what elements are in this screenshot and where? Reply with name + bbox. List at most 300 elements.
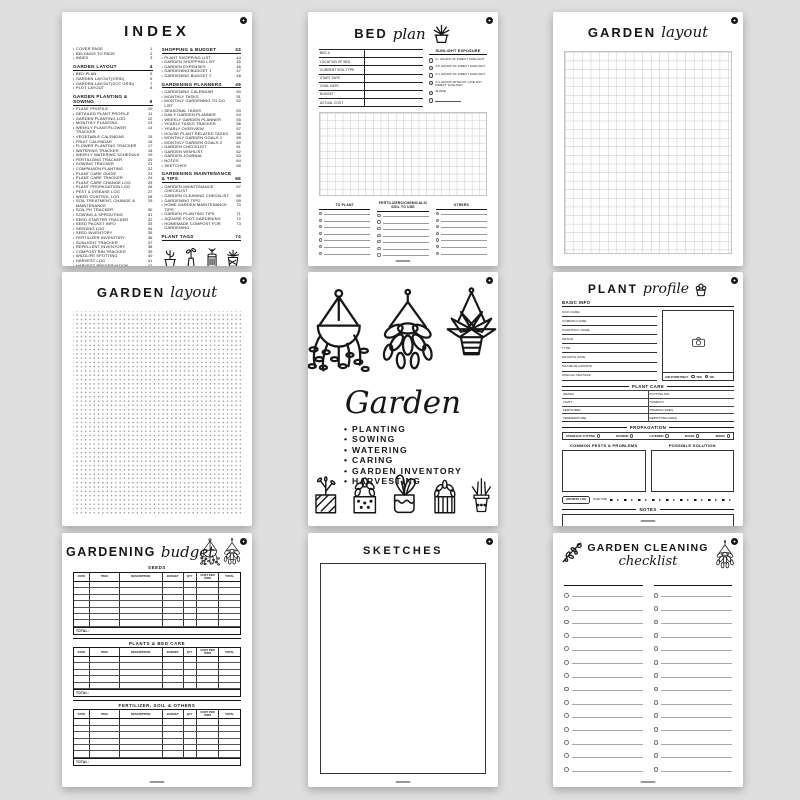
index-entry [73, 56, 153, 61]
solution-title: POSSIBLE SOLUTION [668, 443, 716, 449]
empty-cell [163, 620, 184, 625]
entry-label: ▪ WEEKLY GARDEN PLANNER [164, 116, 221, 122]
column-header: TOTAL [225, 574, 235, 579]
write-line [572, 713, 643, 718]
list-line [319, 243, 370, 250]
checklist-line [654, 682, 733, 695]
empty-cell [184, 620, 197, 625]
bullet-circle [377, 227, 380, 230]
list-title: FERTILIZERS/CHEMICALS/ SOIL TO USE [377, 202, 428, 212]
entry-label: ▪ SUNLIGHT TRACKER [75, 239, 118, 245]
write-line [572, 740, 643, 745]
entry-label: ▪ VEGETABLE CALENDAR [75, 133, 125, 139]
check-circle [654, 740, 659, 745]
entry-page: 12 [147, 115, 153, 121]
info-blank-field [365, 75, 423, 82]
checklist-column [654, 585, 733, 777]
empty-cell [163, 663, 184, 668]
bullet-circle [436, 232, 439, 235]
write-line [661, 660, 732, 665]
entry-page: 42 [147, 262, 153, 266]
cover-topic: • GARDEN INVENTORY [344, 466, 462, 476]
empty-cell [219, 582, 240, 587]
write-line [572, 673, 643, 678]
growth-timeline [610, 499, 734, 501]
empty-cell [163, 751, 184, 756]
entry-label: ▪ PLANT CARE GUIDE [75, 170, 117, 176]
sunlight-exposure [429, 49, 487, 107]
radio-circle [630, 434, 633, 437]
photo-box [662, 310, 734, 373]
check-circle [564, 767, 569, 772]
radio-circle [691, 375, 694, 378]
growth-log-row [562, 496, 734, 504]
entry-page: 59 [236, 135, 241, 141]
bed-list [436, 202, 487, 258]
info-row [319, 75, 423, 83]
empty-cell [184, 582, 197, 587]
entry-label: ▪ GARDENING CALENDAR [164, 89, 214, 95]
sunlight-option [429, 65, 487, 70]
index-left-column [73, 47, 153, 266]
entry-page: 50 [236, 89, 241, 95]
entry-page: 63 [236, 153, 241, 159]
entry-label: ▪ GARDEN SHOPPING LIST [164, 59, 216, 65]
empty-cell [197, 726, 219, 731]
budget-table [73, 647, 241, 697]
bullet-circle [319, 219, 322, 222]
radio-circle [727, 434, 730, 437]
entry-page: 73 [236, 220, 241, 226]
empty-cell [120, 683, 163, 688]
bullet-circle [377, 247, 380, 250]
entry-page: 55 [236, 116, 241, 122]
empty-cell [90, 719, 120, 724]
sunlight-option [429, 90, 487, 95]
column-header: ITEM [90, 648, 120, 656]
care-right-label: REPOTTING FREQ [649, 415, 678, 420]
hanging-plant-icon [200, 538, 220, 568]
option-label: SHADE [435, 89, 446, 94]
page-plant-profile [553, 272, 743, 526]
index-entry [162, 74, 242, 79]
empty-cell [163, 608, 184, 613]
pests-title: COMMON PESTS & PROBLEMS [569, 443, 638, 449]
info-label: BED # [319, 50, 365, 57]
total-row: TOTAL: [74, 627, 240, 634]
index-section-title: PLANT TAGS 74 [161, 233, 241, 239]
care-left-label: LIGHT [562, 399, 649, 406]
air-option [705, 375, 714, 379]
title-script: profile [642, 281, 690, 297]
title-script: checklist [618, 553, 678, 569]
info-blank-field [365, 91, 423, 98]
corner-gear-icon [240, 277, 247, 284]
entry-label: ▪ BED PLAN [75, 71, 97, 77]
care-left-label: TEMPERATURE [562, 414, 649, 421]
bed-lists [319, 202, 487, 258]
list-line [436, 243, 487, 250]
checklist-line [654, 589, 733, 602]
index-intro-list [73, 47, 153, 61]
list-line [377, 212, 428, 219]
info-row [319, 83, 423, 91]
hanging-plants-illustration [308, 281, 498, 387]
empty-cell [197, 739, 219, 744]
checklist-line [654, 602, 733, 615]
empty-cell [120, 663, 163, 668]
empty-cell [219, 601, 240, 606]
column-header: COST PER ITEM [197, 710, 219, 718]
entry-page: 5 [150, 71, 153, 77]
write-line [324, 219, 370, 222]
checklist-line [654, 655, 733, 668]
empty-cell [90, 601, 120, 606]
write-line [661, 727, 732, 732]
bed-list [319, 202, 370, 258]
hanging-plant-icon [445, 281, 498, 372]
empty-cell [197, 614, 219, 619]
empty-cell [90, 595, 120, 600]
care-right-label: PRUNING FREQ [649, 407, 674, 412]
hanging-plant-icon [222, 538, 242, 568]
bullet-circle [377, 253, 380, 256]
empty-cell [163, 601, 184, 606]
list-line [436, 237, 487, 244]
entry-label: ▪ GARDENING BUDGET 2 [164, 72, 212, 78]
check-circle [564, 753, 569, 758]
entry-label: ▪ GARDENING TIPS [164, 197, 200, 203]
entry-page: 36 [147, 234, 153, 240]
entry-page: 6 [150, 75, 153, 81]
write-line [661, 740, 732, 745]
empty-cell [120, 601, 163, 606]
write-line [572, 606, 643, 611]
growth-log-sub: DATE/ TIME [593, 498, 608, 502]
check-circle [564, 606, 569, 611]
bed-info-table [319, 49, 423, 107]
empty-cell [120, 588, 163, 593]
index-section-title: GARDEN PLANTING & SOWING 9 [73, 93, 153, 104]
entry-label: ▪ DAILY GARDEN PLANNER [164, 112, 216, 118]
list-line [319, 217, 370, 224]
budget-table [73, 572, 241, 635]
empty-cell [120, 614, 163, 619]
bullet-circle [319, 245, 322, 248]
index-entry [162, 222, 242, 231]
check-circle [654, 646, 659, 651]
footer-logo [396, 781, 411, 783]
entry-label: ▪ PEST & DISEASE LOG [75, 189, 120, 195]
empty-cell [219, 732, 240, 737]
entry-page: 38 [147, 244, 153, 250]
entry-page: 60 [236, 139, 241, 145]
empty-cell [197, 683, 219, 688]
entry-label: ▪ MONTHLY GARDENING TO-DO LIST [164, 98, 226, 108]
empty-cell [120, 751, 163, 756]
checklist-line [564, 709, 643, 722]
checklist-line [654, 642, 733, 655]
corner-gear-icon [240, 17, 247, 24]
entry-label: ▪ FLOWER PLANTING TRACKER [75, 143, 137, 149]
empty-cell [74, 683, 90, 688]
entry-label: ▪ GARDEN WISHLIST [164, 148, 203, 154]
write-line [441, 225, 487, 228]
table-header-row [74, 648, 240, 657]
total-row: TOTAL: [74, 758, 240, 765]
write-line [572, 727, 643, 732]
entry-page: 25 [147, 179, 153, 185]
write-line [572, 647, 643, 652]
empty-cell [197, 732, 219, 737]
page-bed-plan [308, 12, 498, 266]
write-line [661, 754, 732, 759]
hanging-plant-icon [377, 281, 439, 387]
bullet-circle [377, 240, 380, 243]
check-circle [564, 660, 569, 665]
empty-cell [197, 588, 219, 593]
entry-page: 15 [147, 133, 153, 139]
option-label: YES [696, 374, 702, 379]
empty-cell [219, 608, 240, 613]
write-line [324, 212, 370, 215]
info-label: BUDGET [319, 91, 365, 98]
check-circle [654, 633, 659, 638]
entry-page: 37 [147, 239, 153, 245]
page-cover [308, 272, 498, 526]
entry-label: ▪ PLOT LAYOUT [75, 85, 105, 91]
entry-label: ▪ COVER PAGE [75, 46, 103, 51]
entry-label: ▪ PLANT PROFILE [75, 106, 109, 112]
entry-page: 1 [150, 46, 153, 51]
sunlight-option [429, 73, 487, 78]
care-right-label: HUMIDITY [649, 400, 665, 405]
cactus-tag-icon [162, 244, 178, 266]
checklist-line [564, 749, 643, 762]
checklist-line [654, 669, 733, 682]
info-blank-field [365, 50, 423, 57]
list-line [319, 237, 370, 244]
write-line [661, 767, 732, 772]
entry-page: 57 [236, 125, 241, 131]
entry-page: 30 [147, 207, 153, 213]
entry-label: ▪ PLANT CARE CHANGE LOG [75, 179, 131, 185]
profile-field: MAXIMUM GROWTH [562, 363, 657, 372]
check-circle [654, 673, 659, 678]
profile-field: GROWTH RATE [562, 353, 657, 362]
page-title: INDEX [124, 23, 190, 40]
empty-cell [120, 670, 163, 675]
radio-circle [705, 375, 708, 378]
empty-cell [197, 595, 219, 600]
title-main: GARDENING [66, 545, 156, 559]
empty-cell [163, 595, 184, 600]
empty-cell [197, 751, 219, 756]
checklist-columns [564, 585, 732, 777]
radio-circle [597, 434, 600, 437]
empty-cell [163, 670, 184, 675]
check-circle [564, 593, 569, 598]
checklist-line [564, 722, 643, 735]
option-label: STEM/LEAF CUTTING [566, 434, 596, 439]
entry-page: 34 [147, 225, 153, 231]
empty-cell [74, 620, 90, 625]
check-circle [564, 727, 569, 732]
empty-cell [197, 608, 219, 613]
entry-label: ▪ HOUSE PLANT RELATED TASKS [164, 130, 229, 136]
bullet-circle [436, 212, 439, 215]
list-title: OTHERS [436, 202, 487, 210]
table-header-row [74, 710, 240, 719]
plant-care-title: PLANT CARE [562, 384, 734, 389]
entry-page: 24 [147, 175, 153, 181]
empty-cell [163, 676, 184, 681]
corner-gear-icon [486, 17, 493, 24]
entry-page: 64 [236, 158, 241, 164]
title-main: BED [354, 26, 388, 41]
list-line [319, 224, 370, 231]
empty-cell [184, 676, 197, 681]
bullet-circle [319, 252, 322, 255]
list-line [436, 250, 487, 257]
entry-label: ▪ FRUIT CALENDAR [75, 138, 112, 144]
empty-cell [120, 745, 163, 750]
empty-cell [90, 588, 120, 593]
entry-page: 62 [236, 148, 241, 154]
empty-cell [197, 663, 219, 668]
entry-page: 3 [150, 55, 153, 61]
entry-page: 61 [236, 144, 241, 150]
check-circle [654, 713, 659, 718]
entry-label: ▪ SKETCHES [164, 162, 187, 168]
write-line [383, 240, 429, 243]
empty-cell [219, 670, 240, 675]
profile-field: ORIGIN [562, 335, 657, 344]
title-main: GARDEN CLEANING [587, 542, 709, 554]
index-entry [162, 164, 242, 169]
column-header: DESCRIPTION [120, 710, 163, 718]
empty-cell [163, 582, 184, 587]
footer-logo [396, 260, 411, 262]
empty-cell [74, 726, 90, 731]
layout-dot-grid-area [73, 311, 241, 514]
write-line [572, 633, 643, 638]
write-line [572, 593, 643, 598]
potted-plant-icon [308, 471, 344, 523]
bed-grid-area [319, 112, 487, 196]
title-script: budget [160, 543, 215, 561]
write-line [661, 606, 732, 611]
entry-page: 51 [236, 93, 241, 99]
empty-cell [120, 657, 163, 662]
potted-plants-illustration [308, 467, 498, 523]
propagation-option [685, 434, 700, 438]
entry-label: ▪ GARDEN MAINTENANCE CHECKLIST [164, 183, 214, 194]
empty-cell [163, 683, 184, 688]
empty-cell [184, 595, 197, 600]
empty-cell [184, 614, 197, 619]
entry-label: ▪ SOWING & SPROUTING [75, 212, 123, 217]
option-label: DIVISION [616, 434, 629, 439]
jar-plant-tag-icon [204, 244, 220, 266]
empty-cell [184, 663, 197, 668]
profile-field: SCIENTIFIC NAME [562, 326, 657, 335]
basic-info-area [562, 308, 734, 381]
entry-page: 8 [150, 85, 153, 91]
empty-cell [184, 670, 197, 675]
empty-cell [184, 719, 197, 724]
radio-circle [665, 434, 668, 437]
care-row [562, 413, 734, 421]
check-circle [564, 620, 569, 625]
list-line [377, 239, 428, 246]
entry-page: 41 [147, 257, 153, 263]
empty-cell [163, 745, 184, 750]
empty-cell [74, 657, 90, 662]
checklist-column [564, 585, 643, 777]
empty-cell [74, 614, 90, 619]
entry-label: ▪ GARDENING BUDGET 1 [164, 68, 212, 74]
pests-box [562, 450, 646, 492]
entry-label: ▪ PLANT PROPAGATION LOG [75, 184, 131, 190]
empty-cell [74, 588, 90, 593]
entry-page: 10 [147, 106, 153, 112]
sunlight-option [429, 98, 487, 103]
page-title [62, 272, 252, 301]
sunlight-title: SUNLIGHT EXPOSURE [429, 49, 487, 55]
info-blank-field [365, 99, 423, 106]
page-title [308, 12, 498, 44]
entry-label: ▪ SOWING TRACKER [75, 161, 115, 167]
empty-cell [197, 670, 219, 675]
column-header: ITEM [90, 710, 120, 718]
potted-plant-icon [465, 471, 498, 523]
entry-label: ▪ REPELLENT INVENTORY [75, 244, 126, 250]
empty-cell [120, 620, 163, 625]
option-label: 6+ HOURS OF DIRECT SUNLIGHT [435, 56, 485, 61]
entry-label: ▪ GARDEN CHECKLIST [164, 144, 207, 150]
entry-label: ▪ WEEKLY PLANT/FLOWER TRACKER [75, 124, 127, 135]
list-line [319, 250, 370, 257]
empty-cell [90, 582, 120, 587]
entry-page: 16 [147, 138, 153, 144]
entry-label: ▪ SEED INVENTORY [75, 230, 113, 236]
bullet-circle [436, 252, 439, 255]
column-header: BUDGET [163, 710, 184, 718]
budget-table [73, 709, 241, 766]
info-row [319, 99, 423, 107]
entry-label: ▪ WATERING TRACKER [75, 147, 119, 153]
empty-cell [184, 732, 197, 737]
cover-topic: • PLANTING [344, 424, 462, 434]
empty-cell [184, 726, 197, 731]
pests-column [562, 443, 646, 492]
potted-plant-icon [385, 467, 424, 523]
entry-page: 58 [236, 130, 241, 136]
index-section-list [73, 72, 153, 90]
cover-title: Garden [344, 385, 462, 421]
cover-topic: • WATERING [344, 445, 462, 455]
list-title: TO PLANT [319, 202, 370, 210]
empty-cell [219, 663, 240, 668]
info-row [319, 91, 423, 99]
column-header: COST PER ITEM [197, 648, 219, 656]
entry-label: ▪ NOTES [164, 158, 179, 164]
entry-page: 32 [147, 216, 153, 222]
empty-cell [90, 620, 120, 625]
entry-label: ▪ COMPOST BIN TRACKER [75, 248, 126, 254]
empty-cell [184, 588, 197, 593]
